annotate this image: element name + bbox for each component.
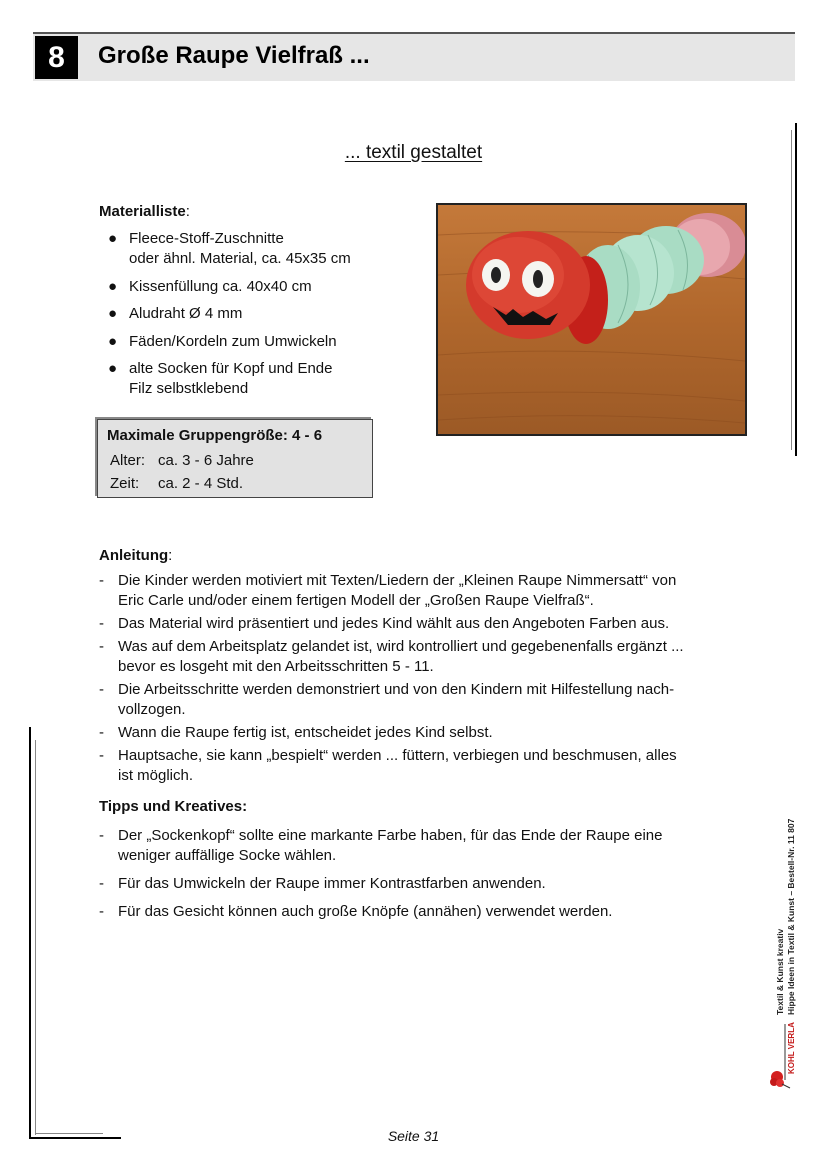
- order-info: Textil & Kunst kreativ Hippe Ideen in Textil & Kunst – Bestell-Nr. 11 807: [775, 818, 796, 1015]
- list-item: ● Kissenfüllung ca. 40x40 cm: [108, 277, 312, 295]
- list-item: ● Fäden/Kordeln zum Umwickeln: [108, 332, 337, 350]
- list-item: ● alte Socken für Kopf und Ende Filz selbstklebend: [108, 360, 333, 397]
- list-item: - Hauptsache, sie kann „bespielt“ werden ... füttern, verbiegen und beschmusen, alles ist möglich.: [99, 747, 677, 784]
- list-item: - Der „Sockenkopf“ sollte eine markante Farbe haben, für das Ende der Raupe eine weniger auffällige Socke wählen.: [99, 827, 663, 864]
- group-size-title: Maximale Gruppengröße: 4 - 6: [107, 427, 323, 444]
- page-number: Seite 31: [387, 1128, 440, 1144]
- list-item: - Die Kinder werden motiviert mit Texten/Liedern der „Kleinen Raupe Nimmersatt“ von Eric Carle und/oder einem fertigen Modell der „Großen Raupe Vielfraß“.: [99, 572, 677, 609]
- tips-heading: Tipps und Kreatives:: [99, 798, 248, 815]
- left-frame-line: [29, 727, 31, 1139]
- list-item: ● Aludraht Ø 4 mm: [108, 305, 243, 322]
- right-frame-line: [795, 123, 797, 456]
- chapter-number: 8: [35, 36, 78, 79]
- list-item: - Für das Umwickeln der Raupe immer Kontrastfarben anwenden.: [99, 875, 546, 892]
- tips-list: [99, 826, 759, 930]
- page-title: Große Raupe Vielfraß ...: [98, 42, 370, 69]
- section-subtitle: ... textil gestaltet: [344, 142, 483, 163]
- list-item: ● Fleece-Stoff-Zuschnitte oder ähnl. Material, ca. 45x35 cm: [108, 230, 351, 267]
- right-frame-line-thin: [791, 130, 792, 450]
- instructions-heading: Anleitung:: [99, 547, 173, 564]
- left-frame-line-thin: [35, 740, 36, 1135]
- materials-list: [108, 229, 351, 407]
- list-item: - Wann die Raupe fertig ist, entscheidet jedes Kind selbst.: [99, 724, 493, 741]
- time-row: Zeit: ca. 2 - 4 Std.: [110, 475, 244, 492]
- materials-heading: Materialliste:: [99, 203, 190, 220]
- group-size-box: [97, 419, 373, 498]
- publisher-name: KOHL VERLAG: [787, 1022, 796, 1074]
- age-row: Alter: ca. 3 - 6 Jahre: [110, 452, 254, 469]
- list-item: - Die Arbeitsschritte werden demonstriert und von den Kindern mit Hilfestellung nach- vollzogen.: [99, 681, 675, 718]
- list-item: - Das Material wird präsentiert und jedes Kind wählt aus den Angeboten Farben aus.: [99, 615, 670, 632]
- caterpillar-photo: [436, 203, 747, 436]
- publisher-logo: [768, 1022, 800, 1092]
- list-item: - Für das Gesicht können auch große Knöpfe (annähen) verwendet werden.: [99, 903, 613, 920]
- instructions-list: [99, 571, 759, 789]
- list-item: - Was auf dem Arbeitsplatz gelandet ist, wird kontrolliert und gegebenenfalls ergänzt ... bevor es losgeht mit den Arbeitsschritten 5 - 11.: [99, 638, 684, 675]
